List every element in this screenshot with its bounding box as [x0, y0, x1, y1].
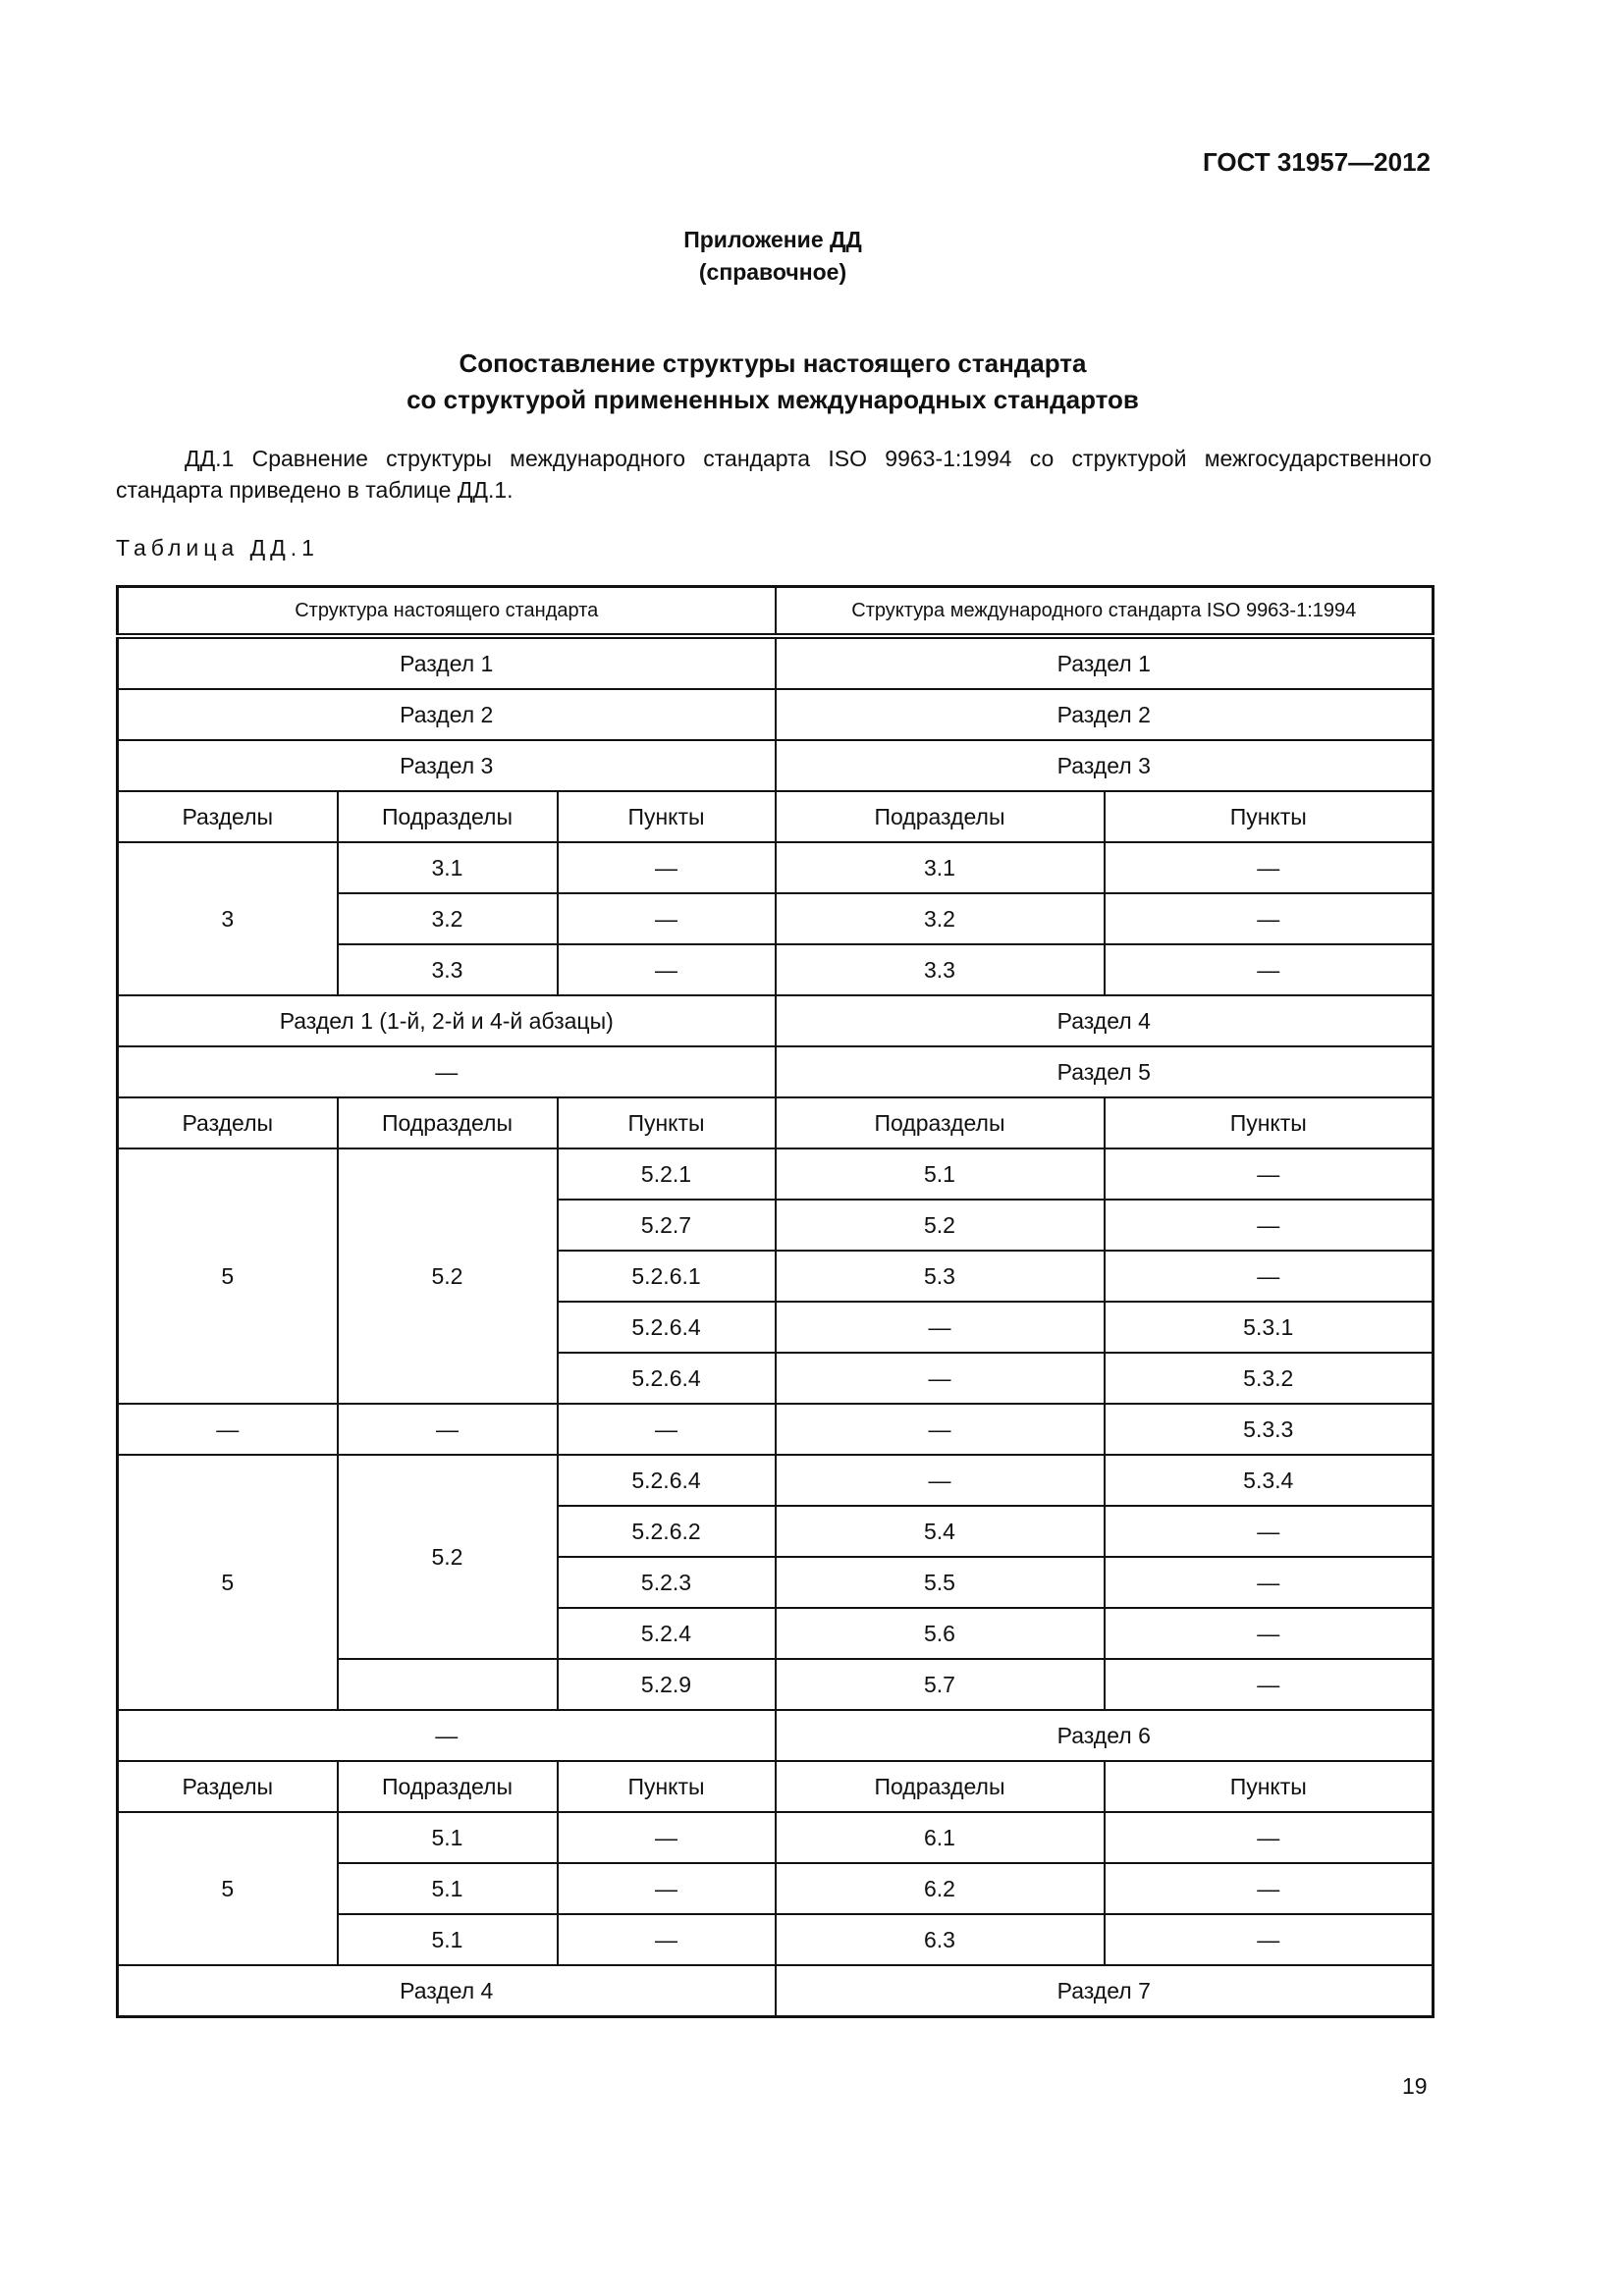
cell: 5.2.1	[558, 1148, 776, 1200]
cell: 5.2.9	[558, 1659, 776, 1710]
cell: —	[1105, 944, 1434, 995]
cell: 3.3	[338, 944, 558, 995]
cell: Раздел 4	[118, 1965, 776, 2017]
cell: 5.2.7	[558, 1200, 776, 1251]
cell: 5.6	[776, 1608, 1105, 1659]
table-row	[118, 842, 1434, 893]
cell: —	[558, 1863, 776, 1914]
appendix-subtitle: (справочное)	[698, 259, 847, 285]
standard-code: ГОСТ 31957—2012	[1203, 147, 1431, 177]
paragraph-text: ДД.1 Сравнение структуры международного стандарта ISO 9963-1:1994 со структурой межгосударственного стандарта приведено в таблице ДД.1.	[116, 446, 1432, 503]
table-row	[118, 1148, 1434, 1200]
table-row	[118, 689, 1434, 740]
table-row	[118, 1046, 1434, 1097]
cell: Раздел 4	[776, 995, 1434, 1046]
cell: —	[1105, 1659, 1434, 1710]
cell: 5.2	[776, 1200, 1105, 1251]
cell: 3.3	[776, 944, 1105, 995]
cell: —	[1105, 1812, 1434, 1863]
table-row	[118, 1404, 1434, 1455]
cell: —	[118, 1046, 776, 1097]
comparison-table	[116, 585, 1435, 2018]
cell: Раздел 1 (1-й, 2-й и 4-й абзацы)	[118, 995, 776, 1046]
cell: 5.1	[776, 1148, 1105, 1200]
subheader-row	[118, 1097, 1434, 1148]
cell: 3.2	[338, 893, 558, 944]
cell: 5	[118, 1812, 338, 1965]
cell: —	[1105, 893, 1434, 944]
cell: 5.3.1	[1105, 1302, 1434, 1353]
cell: —	[558, 1914, 776, 1965]
cell: —	[558, 842, 776, 893]
section-title	[0, 346, 1545, 418]
subheader-row	[118, 791, 1434, 842]
cell: 3.1	[776, 842, 1105, 893]
cell: Раздел 2	[776, 689, 1434, 740]
cell: Подразделы	[776, 1097, 1105, 1148]
cell: Пункты	[1105, 791, 1434, 842]
cell: 5.3.2	[1105, 1353, 1434, 1404]
cell: —	[1105, 1506, 1434, 1557]
cell: Пункты	[558, 1761, 776, 1812]
cell: 5.2	[338, 1148, 558, 1404]
cell: —	[776, 1302, 1105, 1353]
cell: 5.5	[776, 1557, 1105, 1608]
cell: 6.2	[776, 1863, 1105, 1914]
cell: Разделы	[118, 1761, 338, 1812]
cell: —	[1105, 842, 1434, 893]
cell: Раздел 5	[776, 1046, 1434, 1097]
cell: 5.4	[776, 1506, 1105, 1557]
cell: 6.1	[776, 1812, 1105, 1863]
table-row	[118, 995, 1434, 1046]
header-national: Структура настоящего стандарта	[118, 587, 776, 637]
cell: Раздел 1	[776, 636, 1434, 689]
cell: 3.1	[338, 842, 558, 893]
header-international: Структура международного стандарта ISO 9963-1:1994	[776, 587, 1434, 637]
cell: 5.2.3	[558, 1557, 776, 1608]
cell: 5.2.6.4	[558, 1353, 776, 1404]
cell: Пункты	[1105, 1097, 1434, 1148]
table-row	[118, 1710, 1434, 1761]
page-number: 19	[1402, 2073, 1428, 2099]
cell: 5.3.3	[1105, 1404, 1434, 1455]
cell: —	[1105, 1200, 1434, 1251]
cell-empty	[338, 1659, 558, 1710]
table-label: Таблица ДД.1	[116, 535, 319, 561]
cell: Подразделы	[338, 1761, 558, 1812]
table-row	[118, 636, 1434, 689]
cell: —	[558, 1404, 776, 1455]
cell: 5.2	[338, 1455, 558, 1659]
cell: —	[118, 1710, 776, 1761]
table-row	[118, 1455, 1434, 1506]
cell: —	[1105, 1914, 1434, 1965]
cell: 5.2.6.1	[558, 1251, 776, 1302]
cell: —	[776, 1404, 1105, 1455]
cell: Подразделы	[776, 791, 1105, 842]
cell: Пункты	[558, 791, 776, 842]
cell: 5.7	[776, 1659, 1105, 1710]
cell: Раздел 3	[776, 740, 1434, 791]
table-row	[118, 1965, 1434, 2017]
cell: —	[338, 1404, 558, 1455]
cell: 5.2.6.4	[558, 1302, 776, 1353]
cell: Раздел 1	[118, 636, 776, 689]
section-title-line2: со структурой примененных международных стандартов	[406, 385, 1139, 414]
cell: —	[776, 1455, 1105, 1506]
appendix-title: Приложение ДД	[683, 227, 862, 252]
intro-paragraph	[116, 443, 1432, 506]
cell: 5	[118, 1148, 338, 1404]
cell: Пункты	[1105, 1761, 1434, 1812]
cell: —	[776, 1353, 1105, 1404]
cell: Подразделы	[338, 1097, 558, 1148]
cell: Подразделы	[338, 791, 558, 842]
cell: Раздел 7	[776, 1965, 1434, 2017]
cell: —	[1105, 1608, 1434, 1659]
cell: Раздел 3	[118, 740, 776, 791]
cell: —	[1105, 1148, 1434, 1200]
subheader-row	[118, 1761, 1434, 1812]
cell: Раздел 6	[776, 1710, 1434, 1761]
cell: 5.2.4	[558, 1608, 776, 1659]
table-row	[118, 740, 1434, 791]
table-row	[118, 1812, 1434, 1863]
cell: —	[558, 1812, 776, 1863]
cell: Разделы	[118, 1097, 338, 1148]
cell: —	[558, 893, 776, 944]
cell: 5.2.6.4	[558, 1455, 776, 1506]
cell: —	[1105, 1251, 1434, 1302]
cell: 5.3	[776, 1251, 1105, 1302]
cell: 5	[118, 1455, 338, 1710]
cell: —	[1105, 1557, 1434, 1608]
cell: 5.1	[338, 1914, 558, 1965]
cell: —	[1105, 1863, 1434, 1914]
cell: 5.2.6.2	[558, 1506, 776, 1557]
cell: —	[118, 1404, 338, 1455]
cell: Подразделы	[776, 1761, 1105, 1812]
cell: 5.3.4	[1105, 1455, 1434, 1506]
cell: —	[558, 944, 776, 995]
section-title-line1: Сопоставление структуры настоящего стандарта	[459, 348, 1087, 378]
cell: 3	[118, 842, 338, 995]
cell: Разделы	[118, 791, 338, 842]
table-header-row	[118, 587, 1434, 637]
cell: 5.1	[338, 1812, 558, 1863]
cell: 6.3	[776, 1914, 1105, 1965]
cell: Раздел 2	[118, 689, 776, 740]
cell: 5.1	[338, 1863, 558, 1914]
cell: 3.2	[776, 893, 1105, 944]
cell: Пункты	[558, 1097, 776, 1148]
appendix-heading	[0, 224, 1545, 289]
